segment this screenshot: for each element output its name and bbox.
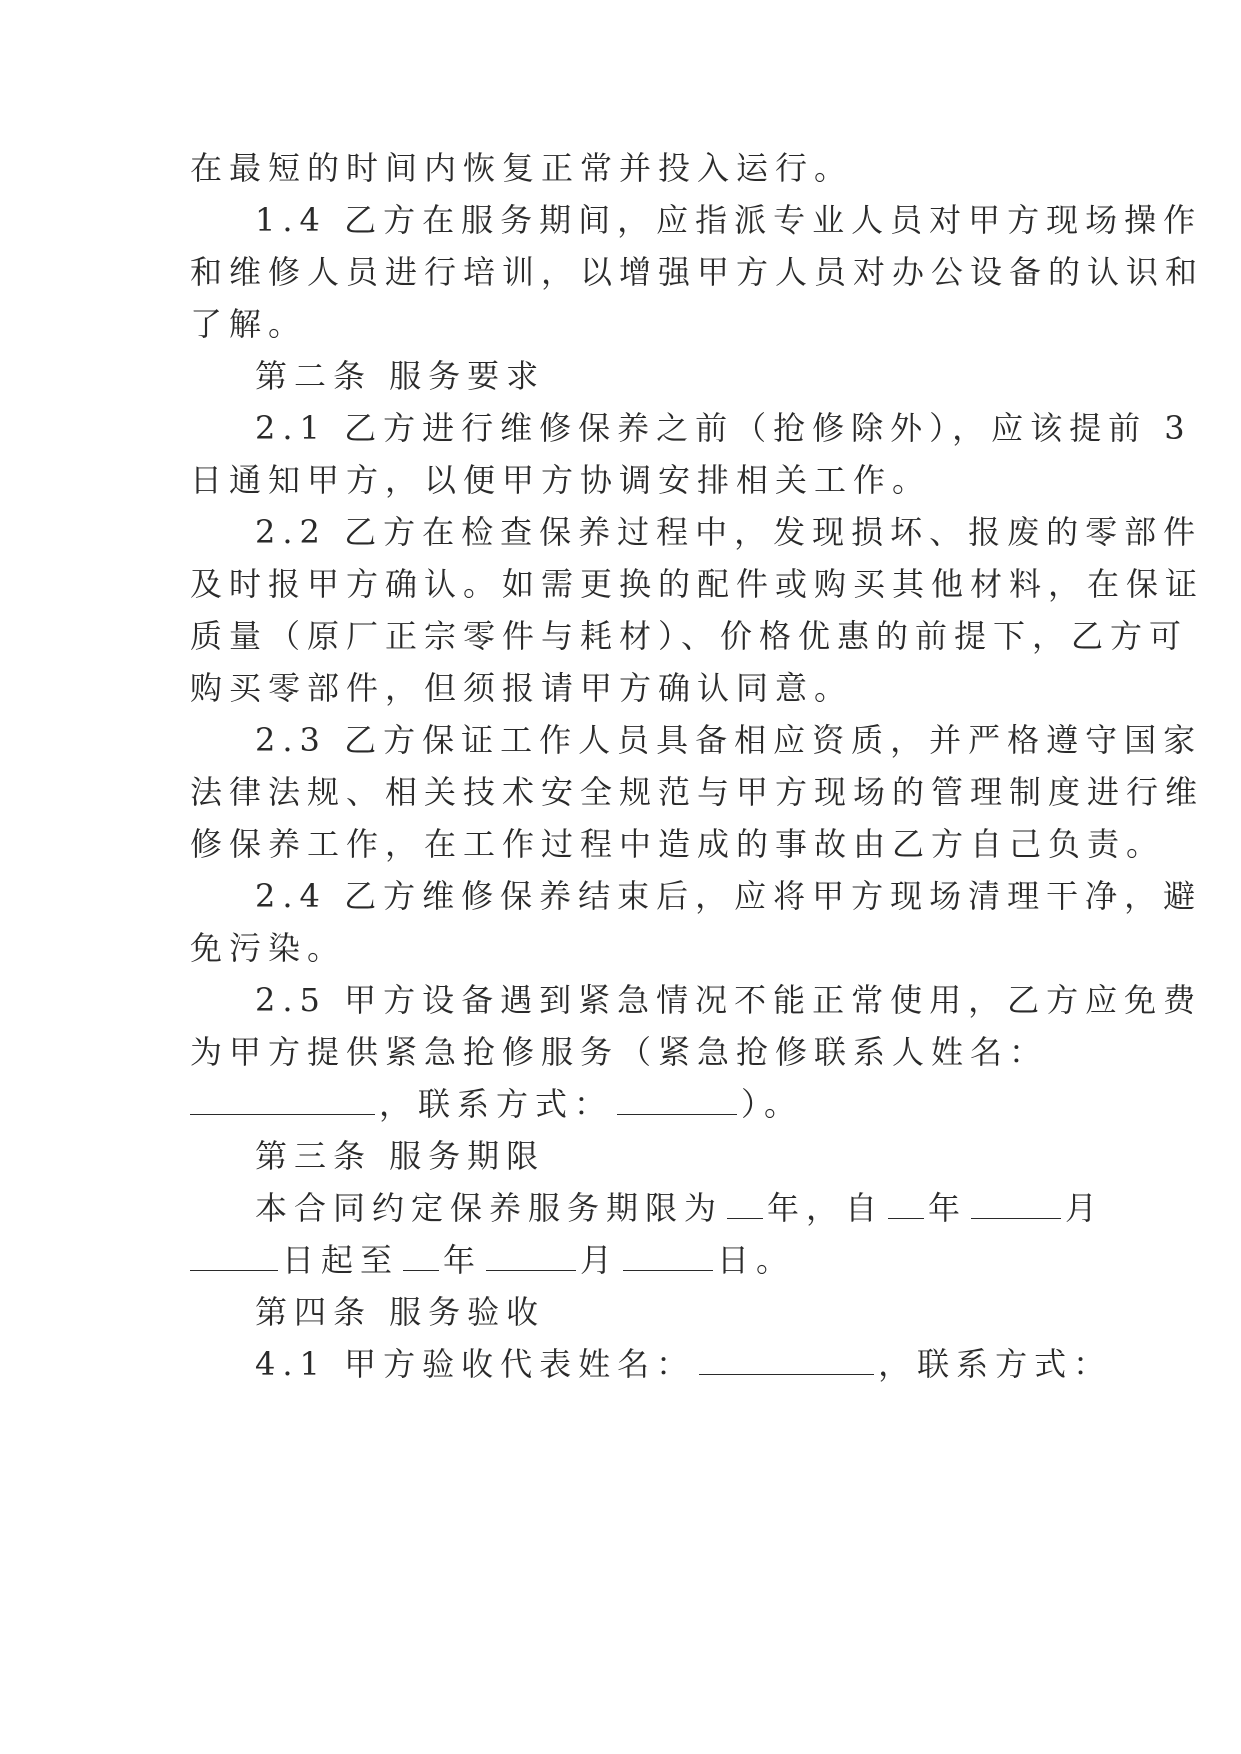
clause-1-4: 1.4 乙方在服务期间，应指派专业人员对甲方现场操作: [255, 201, 1203, 239]
paragraph-line: 为甲方提供紧急抢修服务（紧急抢修联系人姓名：: [190, 1033, 1049, 1071]
paragraph-line: 了解。: [190, 305, 308, 343]
clause-2-5: 2.5 甲方设备遇到紧急情况不能正常使用，乙方应免费: [255, 981, 1203, 1019]
section-heading-3: 第三条 服务期限: [255, 1137, 546, 1175]
clause-4-1: [255, 1344, 1135, 1384]
term-text: 本合同约定保养服务期限为: [255, 1189, 724, 1227]
start-day-blank[interactable]: [190, 1240, 278, 1271]
year-label: 年: [928, 1189, 968, 1227]
clause-2-3: 2.3 乙方保证工作人员具备相应资质，并严格遵守国家: [255, 721, 1203, 759]
contact-method-label: ，联系方式：: [379, 1085, 614, 1123]
paragraph-line: 日通知甲方，以便甲方协调安排相关工作。: [190, 461, 932, 499]
section-heading-2: 第二条 服务要求: [255, 357, 546, 395]
term-years-blank[interactable]: [727, 1188, 763, 1219]
paragraph-line: 购买零部件，但须报请甲方确认同意。: [190, 669, 854, 707]
clause-2-2: 2.2 乙方在检查保养过程中，发现损坏、报废的零部件: [255, 513, 1203, 551]
end-month-blank[interactable]: [486, 1240, 576, 1271]
clause-2-1: 2.1 乙方进行维修保养之前（抢修除外），应该提前 3: [255, 409, 1192, 447]
year-label: 年: [443, 1241, 483, 1279]
month-label: 月: [580, 1241, 620, 1279]
paragraph-line: 在最短的时间内恢复正常并投入运行。: [190, 149, 854, 187]
day-to-label: 日起至: [282, 1241, 400, 1279]
term-fill-line-2: [190, 1240, 1070, 1280]
contact-method-label: ，联系方式：: [878, 1345, 1113, 1383]
contact-name-blank[interactable]: [190, 1084, 375, 1115]
contact-method-blank[interactable]: [617, 1084, 737, 1115]
section-heading-4: 第四条 服务验收: [255, 1293, 546, 1331]
contact-fill-line: [190, 1084, 1070, 1124]
term-fill-line: [255, 1188, 1135, 1228]
month-label: 月: [1065, 1189, 1105, 1227]
paragraph-line: 质量（原厂正宗零件与耗材）、价格优惠的前提下，乙方可: [190, 617, 1189, 655]
acceptance-rep-blank[interactable]: [699, 1344, 874, 1375]
acceptance-rep-label: 4.1 甲方验收代表姓名：: [255, 1345, 696, 1383]
paragraph-line: 和维修人员进行培训，以增强甲方人员对办公设备的认识和: [190, 253, 1205, 291]
clause-2-4: 2.4 乙方维修保养结束后，应将甲方现场清理干净，避: [255, 877, 1203, 915]
end-day-blank[interactable]: [623, 1240, 713, 1271]
start-month-blank[interactable]: [971, 1188, 1061, 1219]
paragraph-line: 法律法规、相关技术安全规范与甲方现场的管理制度进行维: [190, 773, 1205, 811]
year-from-label: 年，自: [767, 1189, 885, 1227]
day-label: 日。: [717, 1241, 796, 1279]
end-year-blank[interactable]: [403, 1240, 439, 1271]
paragraph-line: 免污染。: [190, 929, 347, 967]
closing-paren: ）。: [741, 1085, 804, 1123]
paragraph-line: 修保养工作，在工作过程中造成的事故由乙方自己负责。: [190, 825, 1166, 863]
start-year-blank[interactable]: [888, 1188, 924, 1219]
paragraph-line: 及时报甲方确认。如需更换的配件或购买其他材料，在保证: [190, 565, 1205, 603]
